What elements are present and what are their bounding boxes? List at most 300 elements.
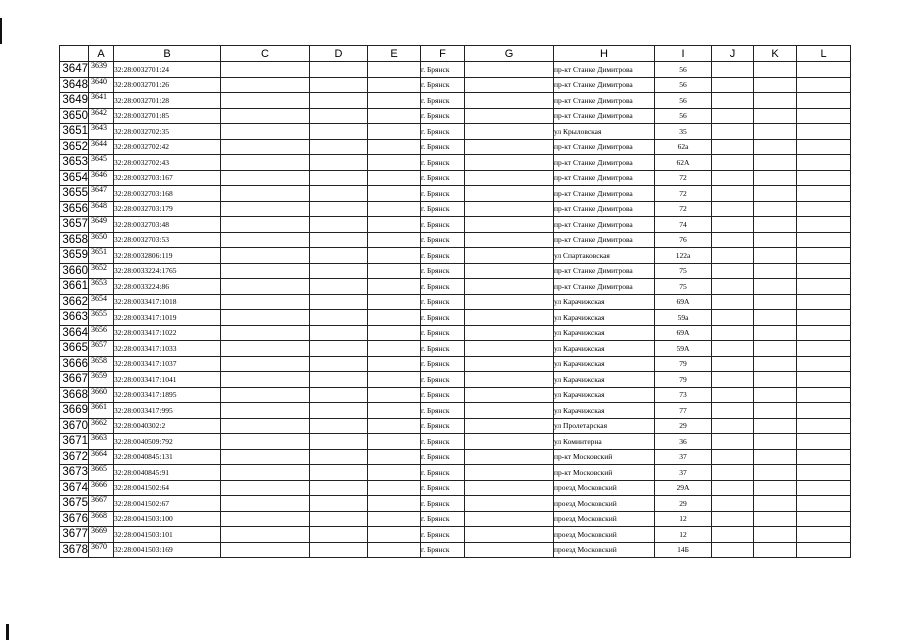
cell-a[interactable] (89, 170, 114, 186)
cell-a[interactable] (89, 542, 114, 558)
cell-f[interactable]: г. Брянск (421, 232, 465, 248)
cell-f[interactable]: г. Брянск (421, 542, 465, 558)
cell-h[interactable]: пр-кт Московский (554, 449, 655, 465)
cell-b[interactable]: 32:28:0041502:67 (114, 496, 221, 512)
cell-b[interactable]: 32:28:0033417:1018 (114, 294, 221, 310)
cell-g[interactable] (465, 480, 554, 496)
cell-b[interactable]: 32:28:0032702:35 (114, 124, 221, 140)
cell-a[interactable] (89, 310, 114, 326)
cell-f[interactable]: г. Брянск (421, 449, 465, 465)
cell-f[interactable]: г. Брянск (421, 77, 465, 93)
cell-c[interactable] (221, 279, 310, 295)
cell-f[interactable]: г. Брянск (421, 248, 465, 264)
cell-l[interactable] (797, 387, 851, 403)
cell-k[interactable] (754, 62, 797, 78)
cell-c[interactable] (221, 465, 310, 481)
cell-i[interactable]: 12 (655, 527, 712, 543)
cell-i[interactable]: 69А (655, 325, 712, 341)
cell-e[interactable] (368, 201, 421, 217)
cell-e[interactable] (368, 139, 421, 155)
cell-d[interactable] (310, 217, 368, 233)
cell-a[interactable] (89, 387, 114, 403)
cell-g[interactable] (465, 124, 554, 140)
cell-f[interactable]: г. Брянск (421, 310, 465, 326)
cell-d[interactable] (310, 108, 368, 124)
cell-a[interactable] (89, 62, 114, 78)
row-number[interactable]: 3652 (60, 139, 89, 155)
cell-a[interactable] (89, 139, 114, 155)
cell-f[interactable]: г. Брянск (421, 93, 465, 109)
cell-f[interactable]: г. Брянск (421, 356, 465, 372)
cell-h[interactable]: проезд Московский (554, 480, 655, 496)
cell-i[interactable]: 62А (655, 155, 712, 171)
cell-i[interactable]: 12 (655, 511, 712, 527)
cell-f[interactable]: г. Брянск (421, 108, 465, 124)
column-header-f[interactable]: F (421, 46, 465, 62)
row-number[interactable]: 3677 (60, 527, 89, 543)
cell-k[interactable] (754, 449, 797, 465)
cell-l[interactable] (797, 62, 851, 78)
row-number[interactable]: 3649 (60, 93, 89, 109)
cell-d[interactable] (310, 465, 368, 481)
cell-g[interactable] (465, 496, 554, 512)
cell-f[interactable]: г. Брянск (421, 201, 465, 217)
cell-e[interactable] (368, 77, 421, 93)
cell-l[interactable] (797, 279, 851, 295)
cell-j[interactable] (712, 341, 754, 357)
cell-i[interactable]: 74 (655, 217, 712, 233)
cell-a[interactable] (89, 77, 114, 93)
cell-e[interactable] (368, 248, 421, 264)
cell-a[interactable] (89, 325, 114, 341)
column-header-d[interactable]: D (310, 46, 368, 62)
cell-a[interactable] (89, 434, 114, 450)
cell-i[interactable]: 72 (655, 186, 712, 202)
cell-f[interactable]: г. Брянск (421, 511, 465, 527)
cell-a[interactable] (89, 279, 114, 295)
cell-k[interactable] (754, 434, 797, 450)
cell-f[interactable]: г. Брянск (421, 294, 465, 310)
cell-b[interactable]: 32:28:0041503:101 (114, 527, 221, 543)
cell-c[interactable] (221, 325, 310, 341)
cell-i[interactable]: 79 (655, 372, 712, 388)
cell-l[interactable] (797, 186, 851, 202)
cell-b[interactable]: 32:28:0032702:42 (114, 139, 221, 155)
cell-l[interactable] (797, 294, 851, 310)
cell-h[interactable]: пр-кт Станке Димитрова (554, 139, 655, 155)
cell-h[interactable]: ул Карачижская (554, 325, 655, 341)
cell-f[interactable]: г. Брянск (421, 403, 465, 419)
cell-i[interactable]: 59а (655, 310, 712, 326)
cell-e[interactable] (368, 124, 421, 140)
cell-j[interactable] (712, 155, 754, 171)
cell-k[interactable] (754, 341, 797, 357)
cell-l[interactable] (797, 403, 851, 419)
cell-l[interactable] (797, 372, 851, 388)
cell-g[interactable] (465, 77, 554, 93)
cell-e[interactable] (368, 434, 421, 450)
cell-l[interactable] (797, 527, 851, 543)
cell-a[interactable] (89, 201, 114, 217)
cell-h[interactable]: проезд Московский (554, 496, 655, 512)
cell-g[interactable] (465, 542, 554, 558)
column-header-j[interactable]: J (712, 46, 754, 62)
cell-g[interactable] (465, 108, 554, 124)
cell-i[interactable]: 36 (655, 434, 712, 450)
cell-i[interactable]: 59А (655, 341, 712, 357)
cell-e[interactable] (368, 527, 421, 543)
cell-k[interactable] (754, 511, 797, 527)
cell-h[interactable]: ул Карачижская (554, 372, 655, 388)
cell-e[interactable] (368, 263, 421, 279)
cell-h[interactable]: ул Крыловская (554, 124, 655, 140)
cell-i[interactable]: 73 (655, 387, 712, 403)
cell-j[interactable] (712, 356, 754, 372)
cell-j[interactable] (712, 480, 754, 496)
cell-f[interactable]: г. Брянск (421, 62, 465, 78)
row-number[interactable]: 3660 (60, 263, 89, 279)
cell-j[interactable] (712, 186, 754, 202)
cell-c[interactable] (221, 294, 310, 310)
cell-i[interactable]: 29 (655, 496, 712, 512)
cell-e[interactable] (368, 170, 421, 186)
cell-d[interactable] (310, 201, 368, 217)
cell-j[interactable] (712, 310, 754, 326)
cell-k[interactable] (754, 124, 797, 140)
cell-l[interactable] (797, 341, 851, 357)
cell-k[interactable] (754, 77, 797, 93)
cell-k[interactable] (754, 279, 797, 295)
cell-h[interactable]: пр-кт Станке Димитрова (554, 201, 655, 217)
cell-e[interactable] (368, 279, 421, 295)
cell-l[interactable] (797, 170, 851, 186)
cell-a[interactable] (89, 263, 114, 279)
cell-c[interactable] (221, 124, 310, 140)
cell-j[interactable] (712, 403, 754, 419)
column-header-g[interactable]: G (465, 46, 554, 62)
cell-i[interactable]: 56 (655, 62, 712, 78)
cell-f[interactable]: г. Брянск (421, 341, 465, 357)
cell-k[interactable] (754, 93, 797, 109)
cell-b[interactable]: 32:28:0041503:169 (114, 542, 221, 558)
cell-k[interactable] (754, 356, 797, 372)
cell-h[interactable]: ул Спартаковская (554, 248, 655, 264)
cell-k[interactable] (754, 387, 797, 403)
cell-h[interactable]: пр-кт Станке Димитрова (554, 155, 655, 171)
cell-g[interactable] (465, 139, 554, 155)
cell-b[interactable]: 32:28:0033417:1033 (114, 341, 221, 357)
cell-a[interactable] (89, 449, 114, 465)
cell-d[interactable] (310, 124, 368, 140)
cell-f[interactable]: г. Брянск (421, 139, 465, 155)
cell-h[interactable]: пр-кт Станке Димитрова (554, 217, 655, 233)
row-number[interactable]: 3663 (60, 310, 89, 326)
row-number[interactable]: 3673 (60, 465, 89, 481)
cell-e[interactable] (368, 496, 421, 512)
cell-l[interactable] (797, 124, 851, 140)
cell-l[interactable] (797, 201, 851, 217)
cell-j[interactable] (712, 263, 754, 279)
cell-f[interactable]: г. Брянск (421, 465, 465, 481)
cell-b[interactable]: 32:28:0041503:100 (114, 511, 221, 527)
cell-h[interactable]: пр-кт Станке Димитрова (554, 93, 655, 109)
cell-c[interactable] (221, 155, 310, 171)
column-header-c[interactable]: C (221, 46, 310, 62)
column-header-l[interactable]: L (797, 46, 851, 62)
cell-e[interactable] (368, 325, 421, 341)
cell-h[interactable]: ул Карачижская (554, 310, 655, 326)
cell-a[interactable] (89, 217, 114, 233)
cell-g[interactable] (465, 341, 554, 357)
cell-j[interactable] (712, 325, 754, 341)
cell-b[interactable]: 32:28:0032703:167 (114, 170, 221, 186)
row-number[interactable]: 3674 (60, 480, 89, 496)
cell-l[interactable] (797, 511, 851, 527)
cell-d[interactable] (310, 310, 368, 326)
row-number[interactable]: 3678 (60, 542, 89, 558)
cell-c[interactable] (221, 170, 310, 186)
row-number[interactable]: 3662 (60, 294, 89, 310)
cell-l[interactable] (797, 325, 851, 341)
cell-c[interactable] (221, 232, 310, 248)
cell-e[interactable] (368, 356, 421, 372)
cell-c[interactable] (221, 186, 310, 202)
cell-d[interactable] (310, 527, 368, 543)
row-number[interactable]: 3648 (60, 77, 89, 93)
cell-l[interactable] (797, 108, 851, 124)
cell-d[interactable] (310, 496, 368, 512)
cell-a[interactable] (89, 480, 114, 496)
cell-l[interactable] (797, 418, 851, 434)
cell-a[interactable] (89, 341, 114, 357)
cell-e[interactable] (368, 62, 421, 78)
column-header-b[interactable]: B (114, 46, 221, 62)
cell-j[interactable] (712, 465, 754, 481)
cell-g[interactable] (465, 449, 554, 465)
cell-d[interactable] (310, 139, 368, 155)
cell-j[interactable] (712, 418, 754, 434)
cell-b[interactable]: 32:28:0032702:43 (114, 155, 221, 171)
cell-e[interactable] (368, 93, 421, 109)
cell-c[interactable] (221, 480, 310, 496)
cell-i[interactable]: 37 (655, 465, 712, 481)
cell-c[interactable] (221, 527, 310, 543)
cell-h[interactable]: пр-кт Станке Димитрова (554, 77, 655, 93)
row-number[interactable]: 3654 (60, 170, 89, 186)
cell-i[interactable]: 79 (655, 356, 712, 372)
cell-f[interactable]: г. Брянск (421, 217, 465, 233)
cell-l[interactable] (797, 356, 851, 372)
cell-a[interactable] (89, 124, 114, 140)
cell-i[interactable]: 75 (655, 263, 712, 279)
cell-j[interactable] (712, 108, 754, 124)
cell-d[interactable] (310, 418, 368, 434)
cell-a[interactable] (89, 418, 114, 434)
cell-b[interactable]: 32:28:0032701:85 (114, 108, 221, 124)
cell-e[interactable] (368, 155, 421, 171)
cell-a[interactable] (89, 108, 114, 124)
cell-i[interactable]: 69А (655, 294, 712, 310)
cell-j[interactable] (712, 496, 754, 512)
cell-i[interactable]: 35 (655, 124, 712, 140)
row-number[interactable]: 3659 (60, 248, 89, 264)
cell-l[interactable] (797, 480, 851, 496)
cell-b[interactable]: 32:28:0040845:131 (114, 449, 221, 465)
row-number[interactable]: 3675 (60, 496, 89, 512)
cell-e[interactable] (368, 310, 421, 326)
cell-b[interactable]: 32:28:0033417:1019 (114, 310, 221, 326)
column-header-h[interactable]: H (554, 46, 655, 62)
cell-l[interactable] (797, 449, 851, 465)
cell-g[interactable] (465, 418, 554, 434)
cell-g[interactable] (465, 62, 554, 78)
row-number[interactable]: 3666 (60, 356, 89, 372)
cell-d[interactable] (310, 232, 368, 248)
cell-f[interactable]: г. Брянск (421, 170, 465, 186)
cell-h[interactable]: ул Карачижская (554, 387, 655, 403)
cell-b[interactable]: 32:28:0033417:1037 (114, 356, 221, 372)
cell-l[interactable] (797, 93, 851, 109)
cell-b[interactable]: 32:28:0033224:86 (114, 279, 221, 295)
row-number[interactable]: 3667 (60, 372, 89, 388)
cell-g[interactable] (465, 372, 554, 388)
cell-c[interactable] (221, 356, 310, 372)
cell-i[interactable]: 76 (655, 232, 712, 248)
cell-a[interactable] (89, 527, 114, 543)
cell-b[interactable]: 32:28:0032703:48 (114, 217, 221, 233)
cell-g[interactable] (465, 325, 554, 341)
cell-d[interactable] (310, 294, 368, 310)
row-number[interactable]: 3676 (60, 511, 89, 527)
cell-g[interactable] (465, 294, 554, 310)
cell-i[interactable]: 62а (655, 139, 712, 155)
cell-c[interactable] (221, 248, 310, 264)
cell-h[interactable]: пр-кт Московский (554, 465, 655, 481)
cell-c[interactable] (221, 93, 310, 109)
cell-j[interactable] (712, 434, 754, 450)
cell-j[interactable] (712, 170, 754, 186)
cell-c[interactable] (221, 372, 310, 388)
cell-b[interactable]: 32:28:0040302:2 (114, 418, 221, 434)
cell-l[interactable] (797, 139, 851, 155)
row-number[interactable]: 3653 (60, 155, 89, 171)
row-number[interactable]: 3672 (60, 449, 89, 465)
cell-l[interactable] (797, 155, 851, 171)
cell-g[interactable] (465, 248, 554, 264)
cell-k[interactable] (754, 232, 797, 248)
cell-g[interactable] (465, 403, 554, 419)
cell-b[interactable]: 32:28:0033224:1765 (114, 263, 221, 279)
row-number[interactable]: 3647 (60, 62, 89, 78)
cell-e[interactable] (368, 418, 421, 434)
cell-e[interactable] (368, 232, 421, 248)
cell-l[interactable] (797, 263, 851, 279)
cell-k[interactable] (754, 527, 797, 543)
cell-a[interactable] (89, 248, 114, 264)
cell-k[interactable] (754, 186, 797, 202)
cell-e[interactable] (368, 372, 421, 388)
cell-c[interactable] (221, 77, 310, 93)
cell-k[interactable] (754, 480, 797, 496)
cell-e[interactable] (368, 186, 421, 202)
cell-g[interactable] (465, 279, 554, 295)
cell-j[interactable] (712, 248, 754, 264)
cell-h[interactable]: проезд Московский (554, 511, 655, 527)
cell-h[interactable]: пр-кт Станке Димитрова (554, 170, 655, 186)
cell-b[interactable]: 32:28:0033417:1022 (114, 325, 221, 341)
column-header-k[interactable]: K (754, 46, 797, 62)
cell-i[interactable]: 29А (655, 480, 712, 496)
cell-d[interactable] (310, 511, 368, 527)
cell-e[interactable] (368, 542, 421, 558)
cell-g[interactable] (465, 201, 554, 217)
cell-a[interactable] (89, 294, 114, 310)
cell-c[interactable] (221, 542, 310, 558)
cell-c[interactable] (221, 449, 310, 465)
row-number[interactable]: 3650 (60, 108, 89, 124)
cell-d[interactable] (310, 325, 368, 341)
cell-j[interactable] (712, 279, 754, 295)
cell-d[interactable] (310, 170, 368, 186)
cell-c[interactable] (221, 310, 310, 326)
cell-j[interactable] (712, 77, 754, 93)
cell-k[interactable] (754, 201, 797, 217)
cell-h[interactable]: ул Карачижская (554, 356, 655, 372)
cell-b[interactable]: 32:28:0032806:119 (114, 248, 221, 264)
cell-c[interactable] (221, 434, 310, 450)
cell-b[interactable]: 32:28:0041502:64 (114, 480, 221, 496)
cell-c[interactable] (221, 108, 310, 124)
cell-b[interactable]: 32:28:0040509:792 (114, 434, 221, 450)
cell-f[interactable]: г. Брянск (421, 372, 465, 388)
cell-j[interactable] (712, 294, 754, 310)
cell-b[interactable]: 32:28:0032703:179 (114, 201, 221, 217)
cell-f[interactable]: г. Брянск (421, 527, 465, 543)
cell-l[interactable] (797, 217, 851, 233)
cell-k[interactable] (754, 542, 797, 558)
row-number[interactable]: 3669 (60, 403, 89, 419)
cell-b[interactable]: 32:28:0040845:91 (114, 465, 221, 481)
cell-j[interactable] (712, 542, 754, 558)
row-number[interactable]: 3651 (60, 124, 89, 140)
cell-g[interactable] (465, 527, 554, 543)
cell-d[interactable] (310, 248, 368, 264)
cell-k[interactable] (754, 263, 797, 279)
cell-f[interactable]: г. Брянск (421, 325, 465, 341)
cell-c[interactable] (221, 496, 310, 512)
cell-d[interactable] (310, 403, 368, 419)
cell-f[interactable]: г. Брянск (421, 418, 465, 434)
cell-a[interactable] (89, 372, 114, 388)
cell-h[interactable]: пр-кт Станке Димитрова (554, 279, 655, 295)
row-number[interactable]: 3665 (60, 341, 89, 357)
cell-k[interactable] (754, 108, 797, 124)
cell-k[interactable] (754, 496, 797, 512)
cell-h[interactable]: ул Пролетарская (554, 418, 655, 434)
cell-c[interactable] (221, 263, 310, 279)
cell-j[interactable] (712, 372, 754, 388)
cell-i[interactable]: 14Б (655, 542, 712, 558)
cell-d[interactable] (310, 155, 368, 171)
cell-d[interactable] (310, 263, 368, 279)
cell-j[interactable] (712, 217, 754, 233)
row-number[interactable]: 3661 (60, 279, 89, 295)
cell-h[interactable]: ул Карачижская (554, 294, 655, 310)
cell-e[interactable] (368, 480, 421, 496)
cell-j[interactable] (712, 387, 754, 403)
column-header-i[interactable]: I (655, 46, 712, 62)
cell-k[interactable] (754, 418, 797, 434)
